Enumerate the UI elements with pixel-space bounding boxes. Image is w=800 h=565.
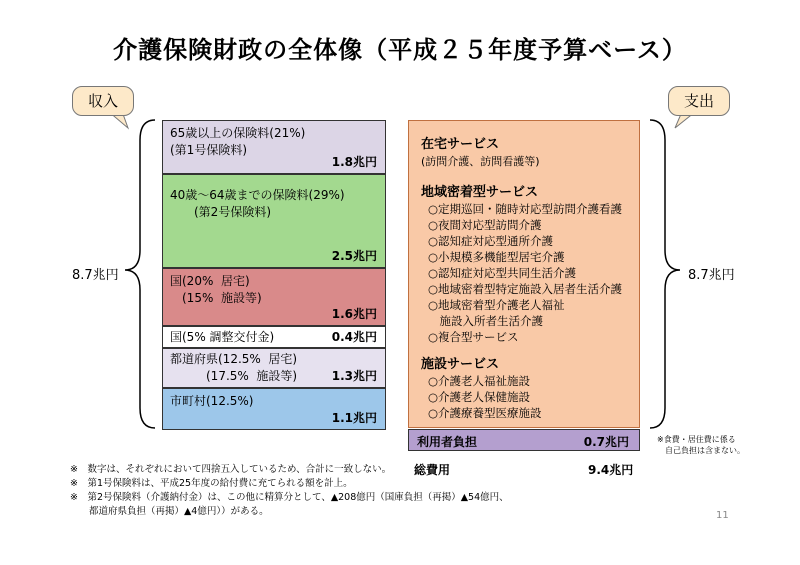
list-item: 施設入所者生活介護 — [428, 314, 543, 328]
footnote: 都道府県負担（再掲）▲4億円））がある。 — [70, 506, 269, 517]
list-item: ○介護老人保健施設 — [428, 390, 531, 404]
list-item: ○介護療養型医療施設 — [428, 406, 542, 420]
footnote: ※ 第1号保険料は、平成25年度の給付費に充てられる額を計上。 — [70, 478, 353, 489]
section-sub: (訪問介護、訪問看護等) — [421, 155, 540, 168]
expense-label: 支出 — [668, 86, 730, 116]
block-label: 国(20% 居宅) (15% 施設等) — [170, 274, 262, 305]
side-note: ※食費・居住費に係る 自己負担は含まない。 — [657, 435, 745, 455]
block-amount: 2.5兆円 — [331, 249, 377, 263]
user-burden-amount: 0.7兆円 — [583, 435, 629, 449]
section-heading: 施設サービス — [421, 357, 500, 372]
block-first-insured — [162, 120, 386, 174]
section-heading: 在宅サービス — [421, 137, 500, 152]
list-item: ○定期巡回・随時対応型訪問介護看護 — [428, 202, 623, 216]
user-burden-label: 利用者負担 — [417, 435, 478, 449]
income-label: 収入 — [72, 86, 134, 116]
block-amount: 1.8兆円 — [331, 155, 377, 169]
block-amount: 1.6兆円 — [331, 307, 377, 321]
block-municipality — [162, 388, 386, 430]
block-national-adjustment — [162, 326, 386, 348]
block-amount: 1.1兆円 — [331, 411, 377, 425]
footnote: ※ 第2号保険料（介護納付金）は、この他に精算分として、▲208億円（国庫負担（再掲）▲54億円、 — [70, 492, 509, 503]
right-brace — [650, 120, 680, 428]
list-item: ○認知症対応型共同生活介護 — [428, 266, 577, 280]
block-label: 市町村(12.5%) — [170, 394, 254, 408]
list-item: ○介護老人福祉施設 — [428, 374, 531, 388]
footnote: ※ 数字は、それぞれにおいて四捨五入しているため、合計に一致しない。 — [70, 464, 392, 475]
page-title: 介護保険財政の全体像（平成２５年度予算ベース） — [113, 36, 687, 64]
income-total: 8.7兆円 — [72, 268, 119, 283]
block-amount: 1.3兆円 — [331, 369, 377, 383]
block-second-insured — [162, 174, 386, 268]
page-number: 11 — [716, 510, 729, 521]
section-heading: 地域密着型サービス — [421, 185, 539, 200]
block-label: 65歳以上の保険料(21%) (第1号保険料) — [170, 126, 306, 157]
block-prefecture — [162, 348, 386, 388]
expense-services-box — [408, 120, 640, 428]
expense-total: 8.7兆円 — [688, 268, 735, 283]
list-item: ○夜間対応型訪問介護 — [428, 218, 542, 232]
footnotes — [70, 463, 509, 519]
list-item: ○複合型サービス — [428, 330, 519, 344]
block-label: 国(5% 調整交付金) — [170, 330, 275, 344]
total-cost-label: 総費用 — [414, 463, 451, 477]
block-national — [162, 268, 386, 326]
list-item: ○地域密着型介護老人福祉 — [428, 298, 565, 312]
list-item: ○認知症対応型通所介護 — [428, 234, 554, 248]
total-cost-amount: 9.4兆円 — [588, 463, 634, 477]
user-burden-bar — [408, 429, 640, 451]
block-amount: 0.4兆円 — [331, 330, 377, 344]
block-label: 40歳～64歳までの保険料(29%) (第2号保険料) — [170, 188, 345, 219]
left-brace — [125, 120, 155, 428]
list-item: ○地域密着型特定施設入居者生活介護 — [428, 282, 623, 296]
block-label: 都道府県(12.5% 居宅) (17.5% 施設等) — [170, 352, 298, 383]
list-item: ○小規模多機能型居宅介護 — [428, 250, 565, 264]
